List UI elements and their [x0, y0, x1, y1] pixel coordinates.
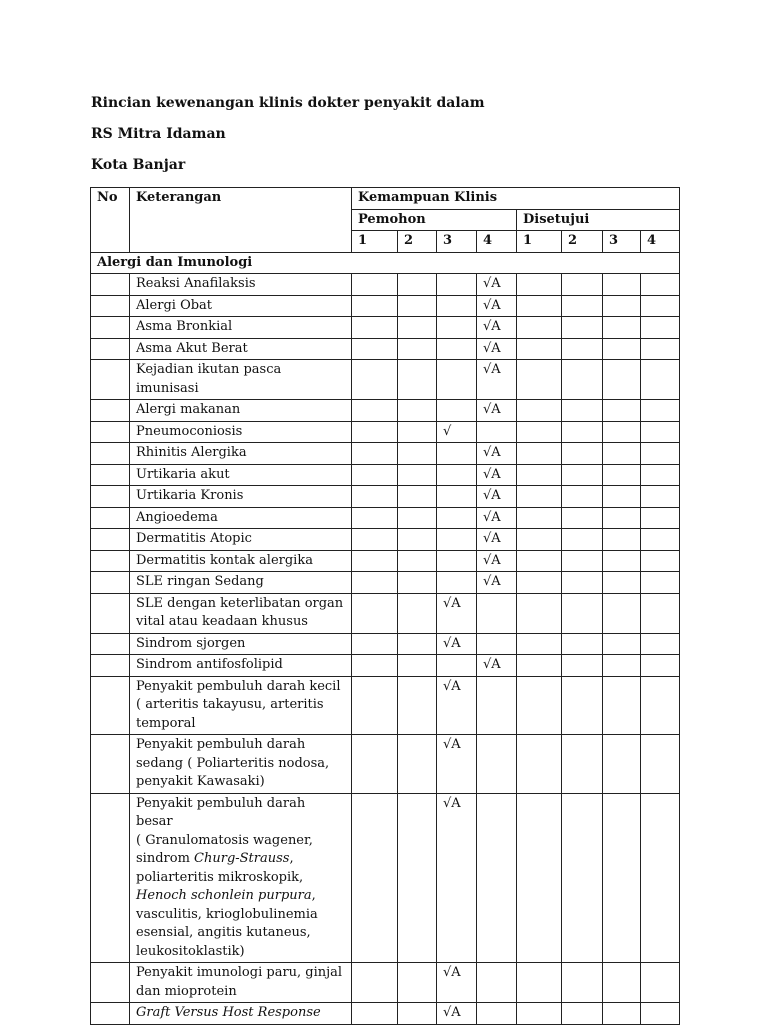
item-text-line: Asma Bronkial: [136, 319, 233, 334]
table-row: [91, 633, 680, 655]
row-number-cell: [91, 529, 130, 551]
header-disetujui: Disetujui: [517, 209, 680, 231]
empty-cell: [398, 793, 437, 963]
empty-cell: [352, 1003, 398, 1025]
row-item-cell: [130, 338, 352, 360]
row-number-cell: [91, 572, 130, 594]
empty-cell: [603, 963, 641, 1003]
item-text-line: Graft Versus Host Response: [136, 1005, 321, 1020]
empty-cell: [562, 295, 603, 317]
empty-cell: [517, 507, 562, 529]
header-kemampuan-klinis: Kemampuan Klinis: [352, 188, 680, 210]
empty-cell: [398, 1003, 437, 1025]
item-text-line: Angioedema: [136, 509, 218, 525]
empty-cell: [517, 317, 562, 339]
row-item-cell: [130, 507, 352, 529]
empty-cell: [517, 360, 562, 400]
row-number-cell: [91, 421, 130, 443]
table-row: [91, 507, 680, 529]
item-text-line: Pneumoconiosis: [136, 423, 243, 439]
empty-cell: [562, 1003, 603, 1025]
empty-cell: [352, 400, 398, 422]
empty-cell: [562, 338, 603, 360]
empty-cell: [641, 633, 680, 655]
empty-cell: [641, 793, 680, 963]
empty-cell: [352, 655, 398, 677]
empty-cell: [398, 676, 437, 735]
level-pemohon-1: 1: [352, 231, 398, 253]
item-text-line: Kejadian ikutan pasca imunisasi: [136, 362, 282, 396]
level-disetujui-2: 2: [562, 231, 603, 253]
row-item-cell: [130, 274, 352, 296]
empty-cell: [398, 421, 437, 443]
empty-cell: [641, 338, 680, 360]
empty-cell: [352, 550, 398, 572]
empty-cell: [517, 295, 562, 317]
table-row: [91, 793, 680, 963]
check-mark-cell: √A: [437, 676, 477, 735]
empty-cell: [562, 793, 603, 963]
empty-cell: [641, 486, 680, 508]
empty-cell: [603, 421, 641, 443]
empty-cell: [352, 464, 398, 486]
row-item-cell: [130, 421, 352, 443]
empty-cell: [437, 295, 477, 317]
empty-cell: [398, 317, 437, 339]
empty-cell: [477, 1003, 517, 1025]
item-text-line: poliarteritis mikroskopik,: [136, 869, 304, 885]
empty-cell: [603, 572, 641, 594]
row-number-cell: [91, 1003, 130, 1025]
empty-cell: [517, 1003, 562, 1025]
empty-cell: [352, 676, 398, 735]
empty-cell: [641, 550, 680, 572]
row-number-cell: [91, 963, 130, 1003]
empty-cell: [603, 529, 641, 551]
item-text-line: esensial, angitis kutaneus,: [136, 925, 311, 940]
item-text-line: Urtikaria akut: [136, 466, 230, 482]
empty-cell: [641, 360, 680, 400]
empty-cell: [398, 593, 437, 633]
row-item-cell: [130, 529, 352, 551]
empty-cell: [603, 1003, 641, 1025]
item-text-line: Penyakit pembuluh darah: [136, 737, 306, 752]
empty-cell: [641, 735, 680, 794]
check-mark-cell: √: [437, 421, 477, 443]
document-title: Rincian kewenangan klinis dokter penyakit dalam: [91, 95, 485, 111]
section-alergi-imunologi: Alergi dan Imunologi: [91, 252, 680, 274]
empty-cell: [437, 274, 477, 296]
empty-cell: [562, 550, 603, 572]
row-number-cell: [91, 443, 130, 465]
empty-cell: [437, 550, 477, 572]
empty-cell: [398, 360, 437, 400]
row-item-cell: [130, 1003, 352, 1025]
row-number-cell: [91, 464, 130, 486]
empty-cell: [641, 274, 680, 296]
level-disetujui-4: 4: [641, 231, 680, 253]
italic-term: Henoch schonlein purpura: [136, 888, 312, 903]
row-item-cell: [130, 464, 352, 486]
empty-cell: [352, 735, 398, 794]
level-disetujui-3: 3: [603, 231, 641, 253]
item-text-line: SLE ringan Sedang: [136, 574, 264, 589]
empty-cell: [352, 793, 398, 963]
empty-cell: [398, 464, 437, 486]
header-no: No: [91, 188, 130, 253]
table-row: [91, 360, 680, 400]
table-row: [91, 274, 680, 296]
empty-cell: [437, 464, 477, 486]
item-text-line: sindrom Churg-Strauss,: [136, 851, 294, 866]
item-text-line: Asma Akut Berat: [136, 340, 248, 356]
empty-cell: [562, 529, 603, 551]
empty-cell: [562, 317, 603, 339]
empty-cell: [562, 655, 603, 677]
check-mark-cell: √A: [477, 443, 517, 465]
item-text-line: Penyakit pembuluh darah besar: [136, 795, 306, 829]
item-text-line: dan mioprotein: [136, 983, 237, 999]
item-text-line: Reaksi Anafilaksis: [136, 276, 256, 291]
empty-cell: [398, 529, 437, 551]
empty-cell: [437, 360, 477, 400]
empty-cell: [562, 486, 603, 508]
item-text-line: Alergi Obat: [136, 297, 213, 313]
empty-cell: [352, 360, 398, 400]
row-number-cell: [91, 486, 130, 508]
empty-cell: [398, 443, 437, 465]
row-item-cell: [130, 655, 352, 677]
hospital-name: RS Mitra Idaman: [91, 126, 226, 142]
empty-cell: [398, 963, 437, 1003]
empty-cell: [641, 464, 680, 486]
empty-cell: [517, 963, 562, 1003]
empty-cell: [603, 295, 641, 317]
empty-cell: [517, 550, 562, 572]
row-item-cell: [130, 793, 352, 963]
empty-cell: [398, 486, 437, 508]
empty-cell: [562, 443, 603, 465]
empty-cell: [517, 486, 562, 508]
check-mark-cell: √A: [477, 655, 517, 677]
empty-cell: [603, 655, 641, 677]
row-item-cell: [130, 443, 352, 465]
check-mark-cell: √A: [477, 550, 517, 572]
item-text-line: Henoch schonlein purpura,: [136, 888, 316, 903]
empty-cell: [398, 274, 437, 296]
check-mark-cell: √A: [437, 793, 477, 963]
empty-cell: [437, 655, 477, 677]
table-row: [91, 338, 680, 360]
item-text-line: SLE dengan keterlibatan organ: [136, 595, 344, 611]
empty-cell: [641, 593, 680, 633]
empty-cell: [352, 572, 398, 594]
table-row: [91, 676, 680, 735]
row-number-cell: [91, 507, 130, 529]
row-number-cell: [91, 655, 130, 677]
table-row: [91, 1003, 680, 1025]
empty-cell: [603, 274, 641, 296]
empty-cell: [437, 529, 477, 551]
empty-cell: [437, 572, 477, 594]
empty-cell: [477, 735, 517, 794]
empty-cell: [477, 633, 517, 655]
level-disetujui-1: 1: [517, 231, 562, 253]
check-mark-cell: √A: [437, 1003, 477, 1025]
row-item-cell: [130, 593, 352, 633]
empty-cell: [641, 963, 680, 1003]
empty-cell: [517, 676, 562, 735]
empty-cell: [398, 572, 437, 594]
empty-cell: [517, 655, 562, 677]
row-item-cell: [130, 486, 352, 508]
table-row: [91, 529, 680, 551]
row-number-cell: [91, 338, 130, 360]
empty-cell: [398, 400, 437, 422]
row-number-cell: [91, 317, 130, 339]
item-text-line: Urtikaria Kronis: [136, 488, 244, 503]
empty-cell: [603, 550, 641, 572]
empty-cell: [477, 593, 517, 633]
empty-cell: [603, 507, 641, 529]
check-mark-cell: √A: [477, 360, 517, 400]
row-number-cell: [91, 633, 130, 655]
table-row: [91, 400, 680, 422]
check-mark-cell: √A: [477, 400, 517, 422]
table-row: [91, 735, 680, 794]
table-row: [91, 486, 680, 508]
table-row: [91, 655, 680, 677]
empty-cell: [352, 633, 398, 655]
table-row: [91, 317, 680, 339]
row-item-cell: [130, 317, 352, 339]
header-keterangan: Keterangan: [130, 188, 352, 253]
empty-cell: [603, 317, 641, 339]
empty-cell: [641, 317, 680, 339]
empty-cell: [477, 793, 517, 963]
empty-cell: [562, 593, 603, 633]
empty-cell: [562, 963, 603, 1003]
item-text-line: Penyakit pembuluh darah kecil: [136, 678, 341, 694]
check-mark-cell: √A: [477, 529, 517, 551]
empty-cell: [517, 338, 562, 360]
item-text-line: ( arteritis takayusu, arteritis: [136, 697, 324, 712]
item-text-line: penyakit Kawasaki): [136, 774, 265, 789]
row-item-cell: [130, 963, 352, 1003]
empty-cell: [352, 529, 398, 551]
empty-cell: [603, 400, 641, 422]
empty-cell: [398, 735, 437, 794]
item-text-line: leukositoklastik): [136, 943, 245, 959]
row-item-cell: [130, 295, 352, 317]
empty-cell: [562, 633, 603, 655]
empty-cell: [641, 529, 680, 551]
item-text-line: vasculitis, krioglobulinemia: [136, 906, 318, 922]
empty-cell: [641, 400, 680, 422]
level-pemohon-4: 4: [477, 231, 517, 253]
row-item-cell: [130, 550, 352, 572]
empty-cell: [352, 593, 398, 633]
empty-cell: [352, 317, 398, 339]
item-text-line: temporal: [136, 715, 196, 731]
empty-cell: [437, 400, 477, 422]
row-number-cell: [91, 360, 130, 400]
check-mark-cell: √A: [477, 507, 517, 529]
empty-cell: [641, 655, 680, 677]
empty-cell: [437, 507, 477, 529]
check-mark-cell: √A: [437, 963, 477, 1003]
empty-cell: [517, 400, 562, 422]
empty-cell: [603, 593, 641, 633]
empty-cell: [562, 274, 603, 296]
empty-cell: [603, 486, 641, 508]
table-row: [91, 550, 680, 572]
check-mark-cell: √A: [437, 633, 477, 655]
table-row: [91, 593, 680, 633]
clinical-authority-table: [90, 187, 680, 1025]
empty-cell: [517, 793, 562, 963]
empty-cell: [352, 507, 398, 529]
empty-cell: [517, 443, 562, 465]
header-pemohon: Pemohon: [352, 209, 517, 231]
empty-cell: [641, 572, 680, 594]
row-item-cell: [130, 360, 352, 400]
empty-cell: [603, 633, 641, 655]
empty-cell: [603, 676, 641, 735]
empty-cell: [562, 572, 603, 594]
city-name: Kota Banjar: [91, 157, 186, 173]
empty-cell: [603, 735, 641, 794]
table-row: [91, 443, 680, 465]
empty-cell: [517, 529, 562, 551]
empty-cell: [641, 1003, 680, 1025]
italic-term: Churg-Strauss: [194, 851, 290, 866]
row-number-cell: [91, 593, 130, 633]
level-pemohon-2: 2: [398, 231, 437, 253]
empty-cell: [517, 421, 562, 443]
table-row: [91, 572, 680, 594]
empty-cell: [603, 443, 641, 465]
empty-cell: [352, 421, 398, 443]
empty-cell: [641, 676, 680, 735]
table-row: [91, 464, 680, 486]
empty-cell: [517, 593, 562, 633]
item-text-line: ( Granulomatosis wagener,: [136, 832, 313, 848]
row-item-cell: [130, 735, 352, 794]
empty-cell: [352, 443, 398, 465]
empty-cell: [641, 421, 680, 443]
empty-cell: [352, 295, 398, 317]
check-mark-cell: √A: [437, 593, 477, 633]
item-text-line: Penyakit imunologi paru, ginjal: [136, 965, 343, 980]
empty-cell: [562, 360, 603, 400]
row-item-cell: [130, 572, 352, 594]
row-number-cell: [91, 676, 130, 735]
empty-cell: [398, 507, 437, 529]
row-number-cell: [91, 400, 130, 422]
empty-cell: [437, 317, 477, 339]
check-mark-cell: √A: [477, 295, 517, 317]
check-mark-cell: √A: [477, 572, 517, 594]
item-text-line: Alergi makanan: [136, 402, 241, 417]
empty-cell: [562, 676, 603, 735]
check-mark-cell: √A: [437, 735, 477, 794]
empty-cell: [477, 963, 517, 1003]
empty-cell: [603, 464, 641, 486]
empty-cell: [517, 274, 562, 296]
row-number-cell: [91, 793, 130, 963]
row-item-cell: [130, 400, 352, 422]
item-text-line: Rhinitis Alergika: [136, 445, 247, 460]
item-text-line: Sindrom antifosfolipid: [136, 657, 283, 672]
empty-cell: [641, 443, 680, 465]
level-pemohon-3: 3: [437, 231, 477, 253]
item-text-line: Dermatitis kontak alergika: [136, 552, 313, 568]
table-row: [91, 421, 680, 443]
empty-cell: [517, 633, 562, 655]
row-item-cell: [130, 676, 352, 735]
empty-cell: [562, 507, 603, 529]
item-text-line: Sindrom sjorgen: [136, 635, 246, 651]
empty-cell: [562, 400, 603, 422]
empty-cell: [398, 295, 437, 317]
item-text-line: vital atau keadaan khusus: [136, 614, 308, 629]
table-row: [91, 295, 680, 317]
check-mark-cell: √A: [477, 317, 517, 339]
empty-cell: [603, 793, 641, 963]
empty-cell: [603, 338, 641, 360]
check-mark-cell: √A: [477, 274, 517, 296]
row-number-cell: [91, 274, 130, 296]
empty-cell: [352, 486, 398, 508]
empty-cell: [437, 443, 477, 465]
row-number-cell: [91, 295, 130, 317]
check-mark-cell: √A: [477, 464, 517, 486]
item-text-line: Dermatitis Atopic: [136, 531, 252, 546]
empty-cell: [517, 464, 562, 486]
row-number-cell: [91, 735, 130, 794]
empty-cell: [398, 338, 437, 360]
item-text-line: sedang ( Poliarteritis nodosa,: [136, 755, 330, 771]
empty-cell: [517, 735, 562, 794]
empty-cell: [477, 676, 517, 735]
table-row: [91, 963, 680, 1003]
empty-cell: [641, 507, 680, 529]
empty-cell: [437, 338, 477, 360]
empty-cell: [352, 963, 398, 1003]
empty-cell: [517, 572, 562, 594]
check-mark-cell: √A: [477, 486, 517, 508]
empty-cell: [641, 295, 680, 317]
row-number-cell: [91, 550, 130, 572]
check-mark-cell: √A: [477, 338, 517, 360]
empty-cell: [352, 338, 398, 360]
empty-cell: [437, 486, 477, 508]
row-item-cell: [130, 633, 352, 655]
empty-cell: [398, 550, 437, 572]
empty-cell: [352, 274, 398, 296]
empty-cell: [603, 360, 641, 400]
empty-cell: [477, 421, 517, 443]
empty-cell: [562, 421, 603, 443]
empty-cell: [562, 464, 603, 486]
empty-cell: [398, 633, 437, 655]
empty-cell: [562, 735, 603, 794]
empty-cell: [398, 655, 437, 677]
